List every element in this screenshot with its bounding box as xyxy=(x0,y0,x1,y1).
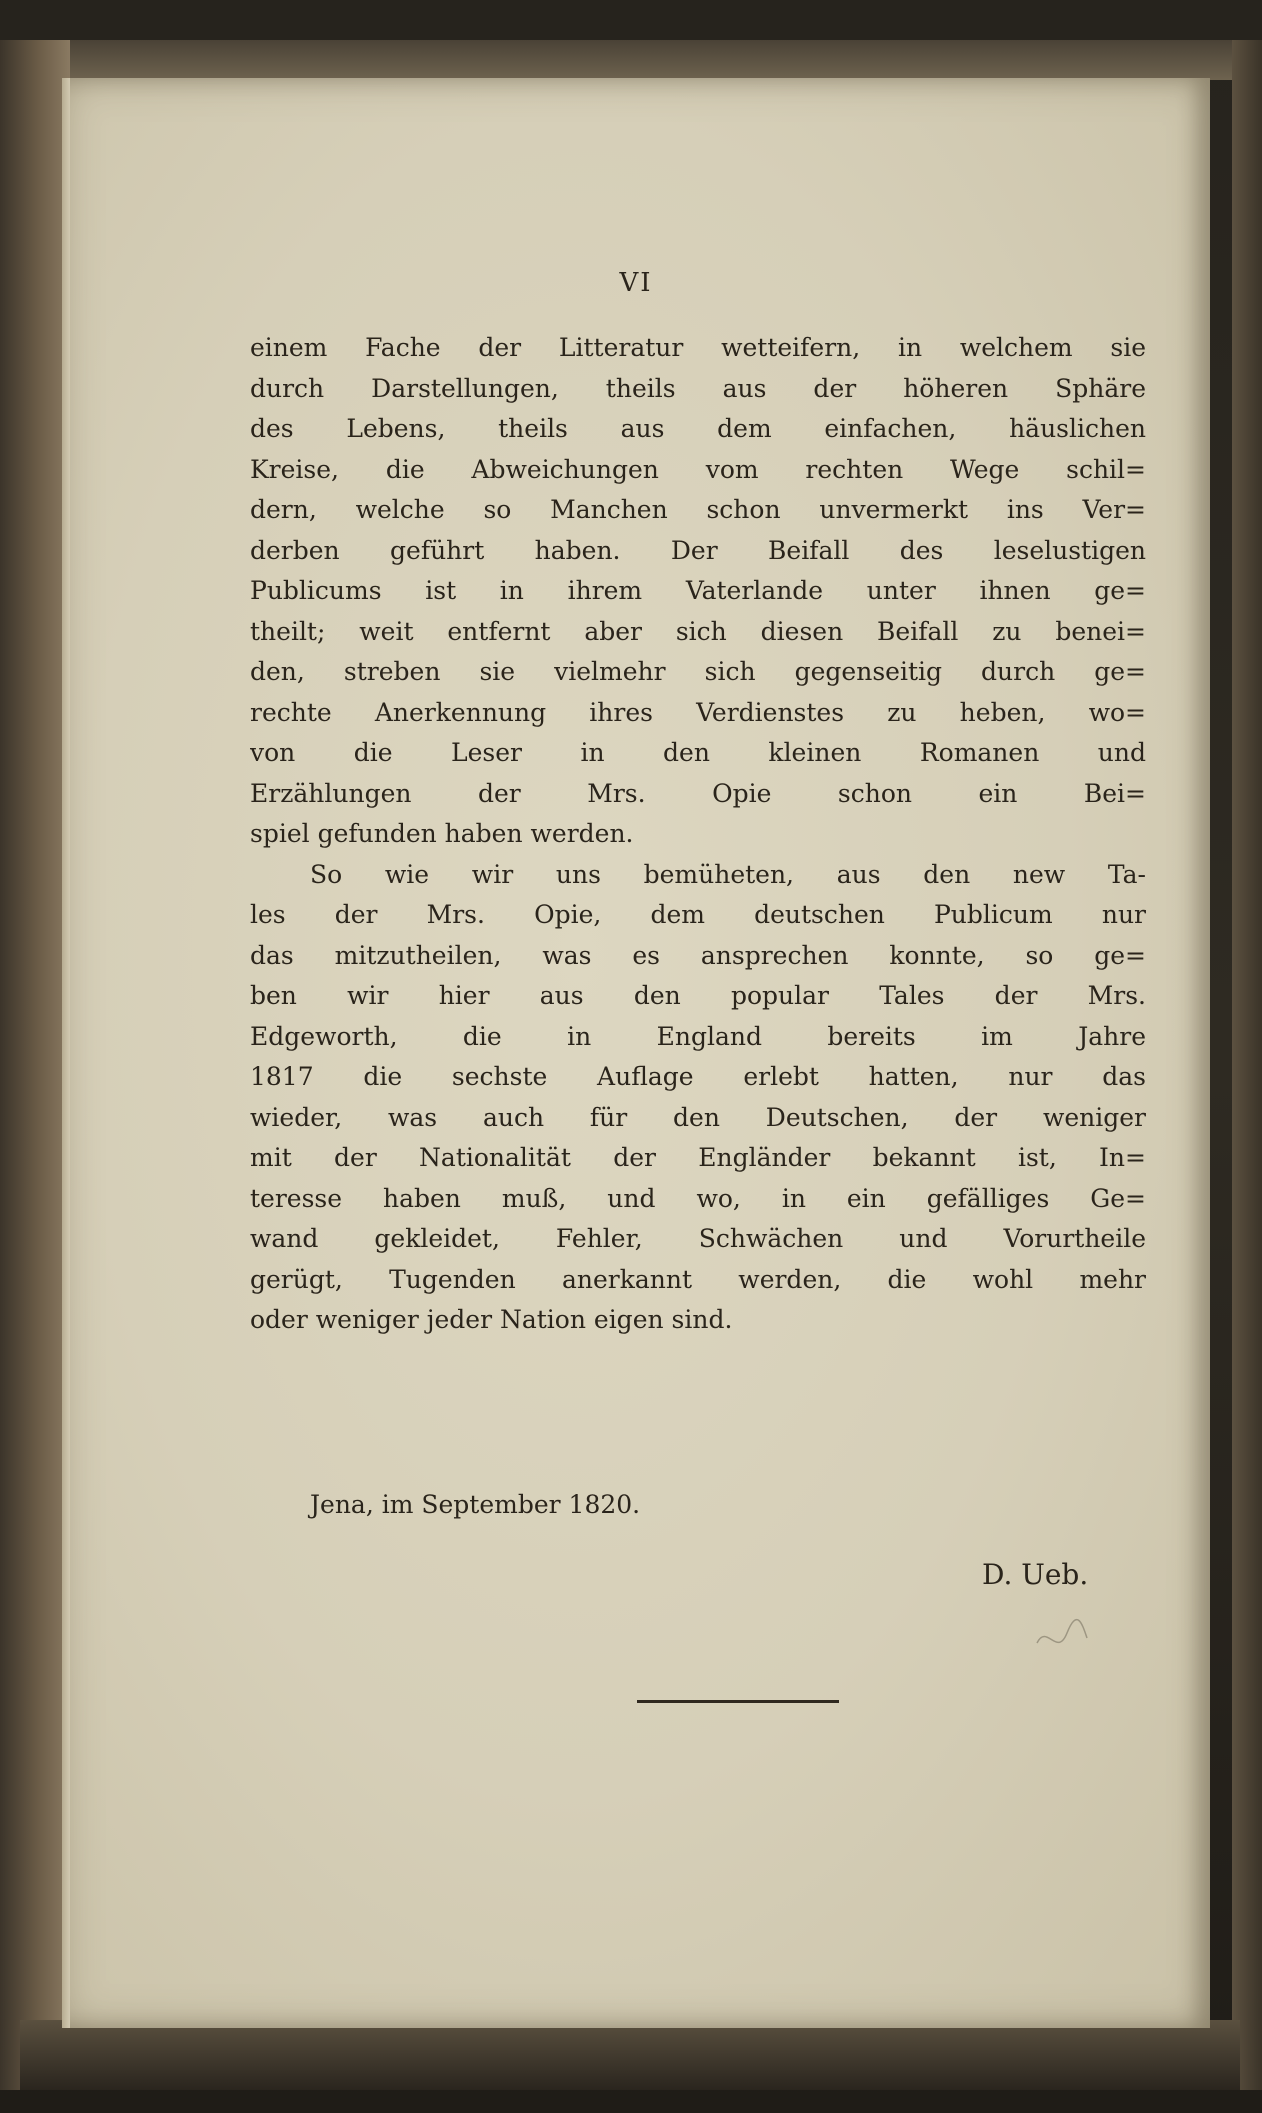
book-cover-right xyxy=(1232,40,1262,2090)
body-text xyxy=(250,328,1146,1341)
book-cover-left xyxy=(0,40,70,2090)
text-line: So wie wir uns bemüheten, aus den new Ta- xyxy=(310,859,1146,889)
paper-page xyxy=(62,78,1210,2028)
text-line: Erzählungen der Mrs. Opie schon ein Bei= xyxy=(250,778,1146,808)
text-line: durch Darstellungen, theils aus der höheren Sphäre xyxy=(250,373,1146,403)
text-line: des Lebens, theils aus dem einfachen, häuslichen xyxy=(250,414,1146,443)
text-line: gerügt, Tugenden anerkannt werden, die wohl mehr xyxy=(250,1264,1146,1294)
text-line: einem Fache der Litteratur wetteifern, in welchem sie xyxy=(250,333,1146,362)
text-line: dern, welche so Manchen schon unvermerkt ins Ver= xyxy=(250,495,1146,524)
text-line: 1817 die sechste Auflage erlebt hatten, nur das xyxy=(250,1062,1146,1091)
dateline: Jena, im September 1820. xyxy=(310,1490,641,1519)
text-line: ben wir hier aus den popular Tales der Mrs. xyxy=(250,981,1146,1010)
text-line: derben geführt haben. Der Beifall des leselustigen xyxy=(250,535,1146,565)
text-line: Publicums ist in ihrem Vaterlande unter ihnen ge= xyxy=(250,576,1146,605)
end-rule xyxy=(637,1700,839,1703)
page-edge xyxy=(62,78,70,2028)
text-line: wand gekleidet, Fehler, Schwächen und Vorurtheile xyxy=(250,1224,1146,1253)
text-line: oder weniger jeder Nation eigen sind. xyxy=(250,1305,733,1334)
book-cover-bottom xyxy=(20,2020,1240,2090)
text-line: das mitzutheilen, was es ansprechen konnte, so ge= xyxy=(250,940,1146,970)
text-line: von die Leser in den kleinen Romanen und xyxy=(250,738,1146,767)
page-number: VI xyxy=(619,268,653,298)
text-line: rechte Anerkennung ihres Verdienstes zu heben, wo= xyxy=(250,697,1146,727)
text-line: les der Mrs. Opie, dem deutschen Publicum nur xyxy=(250,900,1146,929)
text-line: mit der Nationalität der Engländer bekannt ist, In= xyxy=(250,1143,1146,1172)
book-cover-top xyxy=(20,40,1240,80)
text-line: teresse haben muß, und wo, in ein gefälliges Ge= xyxy=(250,1183,1146,1213)
text-line: Edgeworth, die in England bereits im Jahre xyxy=(250,1021,1146,1051)
pencil-mark-icon xyxy=(1027,1603,1097,1663)
text-line: Kreise, die Abweichungen vom rechten Wege schil= xyxy=(250,454,1146,484)
text-line: theilt; weit entfernt aber sich diesen Beifall zu benei= xyxy=(250,616,1146,646)
text-line: den, streben sie vielmehr sich gegenseitig durch ge= xyxy=(250,657,1146,686)
text-line: wieder, was auch für den Deutschen, der weniger xyxy=(250,1102,1146,1132)
signature: D. Ueb. xyxy=(982,1558,1089,1591)
text-line: spiel gefunden haben werden. xyxy=(250,819,634,848)
